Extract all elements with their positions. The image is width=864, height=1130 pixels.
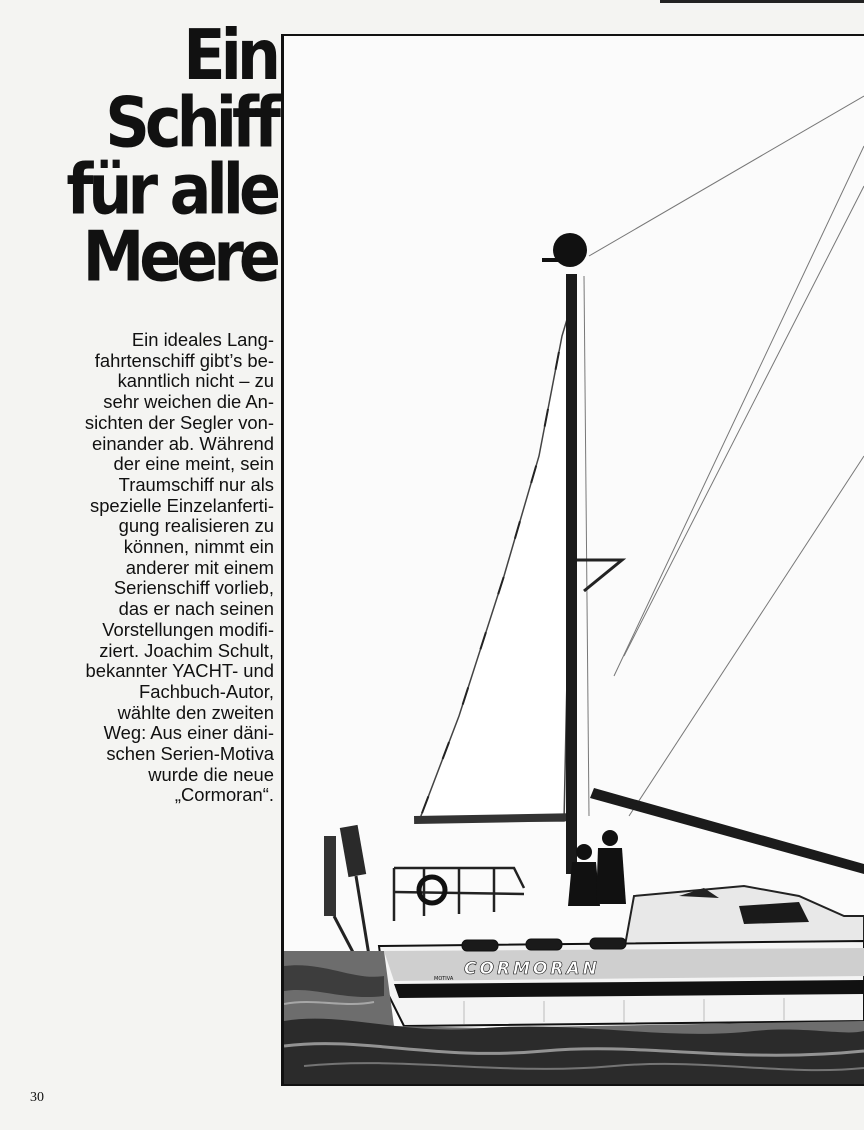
lead-line: einander ab. Während [92,432,274,454]
headline-line: Schiff [105,81,276,164]
lead-paragraph [18,330,274,806]
lead-line: gung realisieren zu [118,515,274,537]
lead-line: können, nimmt ein [123,536,274,558]
portholes [462,938,626,951]
lead-line: wurde die neue [148,763,274,785]
lead-line: fahrtenschiff gibt’s be- [94,349,274,371]
lead-line: Vorstellungen modifi- [102,618,274,640]
lead-line: ziert. Joachim Schult, [99,639,274,661]
lead-line: Serienschiff vorlieb, [113,577,274,599]
hull-name: CORMORAN [464,959,600,979]
headline-line: für alle [66,148,276,231]
headline [6,14,276,298]
lead-line: schen Serien-Motiva [106,743,274,765]
lead-line: anderer mit einem [125,556,274,578]
headline-line: Ein [183,14,276,96]
lead-line: Traumschiff nur als [118,473,274,495]
lead-line: kanntlich nicht – zu [117,370,274,392]
lead-line: wählte den zweiten [117,701,274,723]
sailboat-illustration [284,36,864,1084]
builder-mark: MOTIVA [434,976,454,982]
lead-line: spezielle Einzelanferti- [90,494,274,516]
lead-line: der eine meint, sein [113,453,274,475]
lead-line: Fachbuch-Autor, [139,680,274,702]
lead-line: sehr weichen die An- [103,391,274,413]
headline-line: Meere [82,215,276,298]
page-number: 30 [30,1090,44,1105]
top-rule [660,0,864,3]
lead-line: bekannter YACHT- und [85,660,274,682]
lead-line: sichten der Segler von- [84,411,274,433]
mast [566,274,577,874]
lead-line: Weg: Aus einer däni- [103,722,274,744]
lead-line: „Cormoran“. [174,784,274,806]
sailboat-photo [281,34,864,1086]
lead-line: das er nach seinen [118,598,274,620]
lead-line: Ein ideales Lang- [131,329,274,350]
